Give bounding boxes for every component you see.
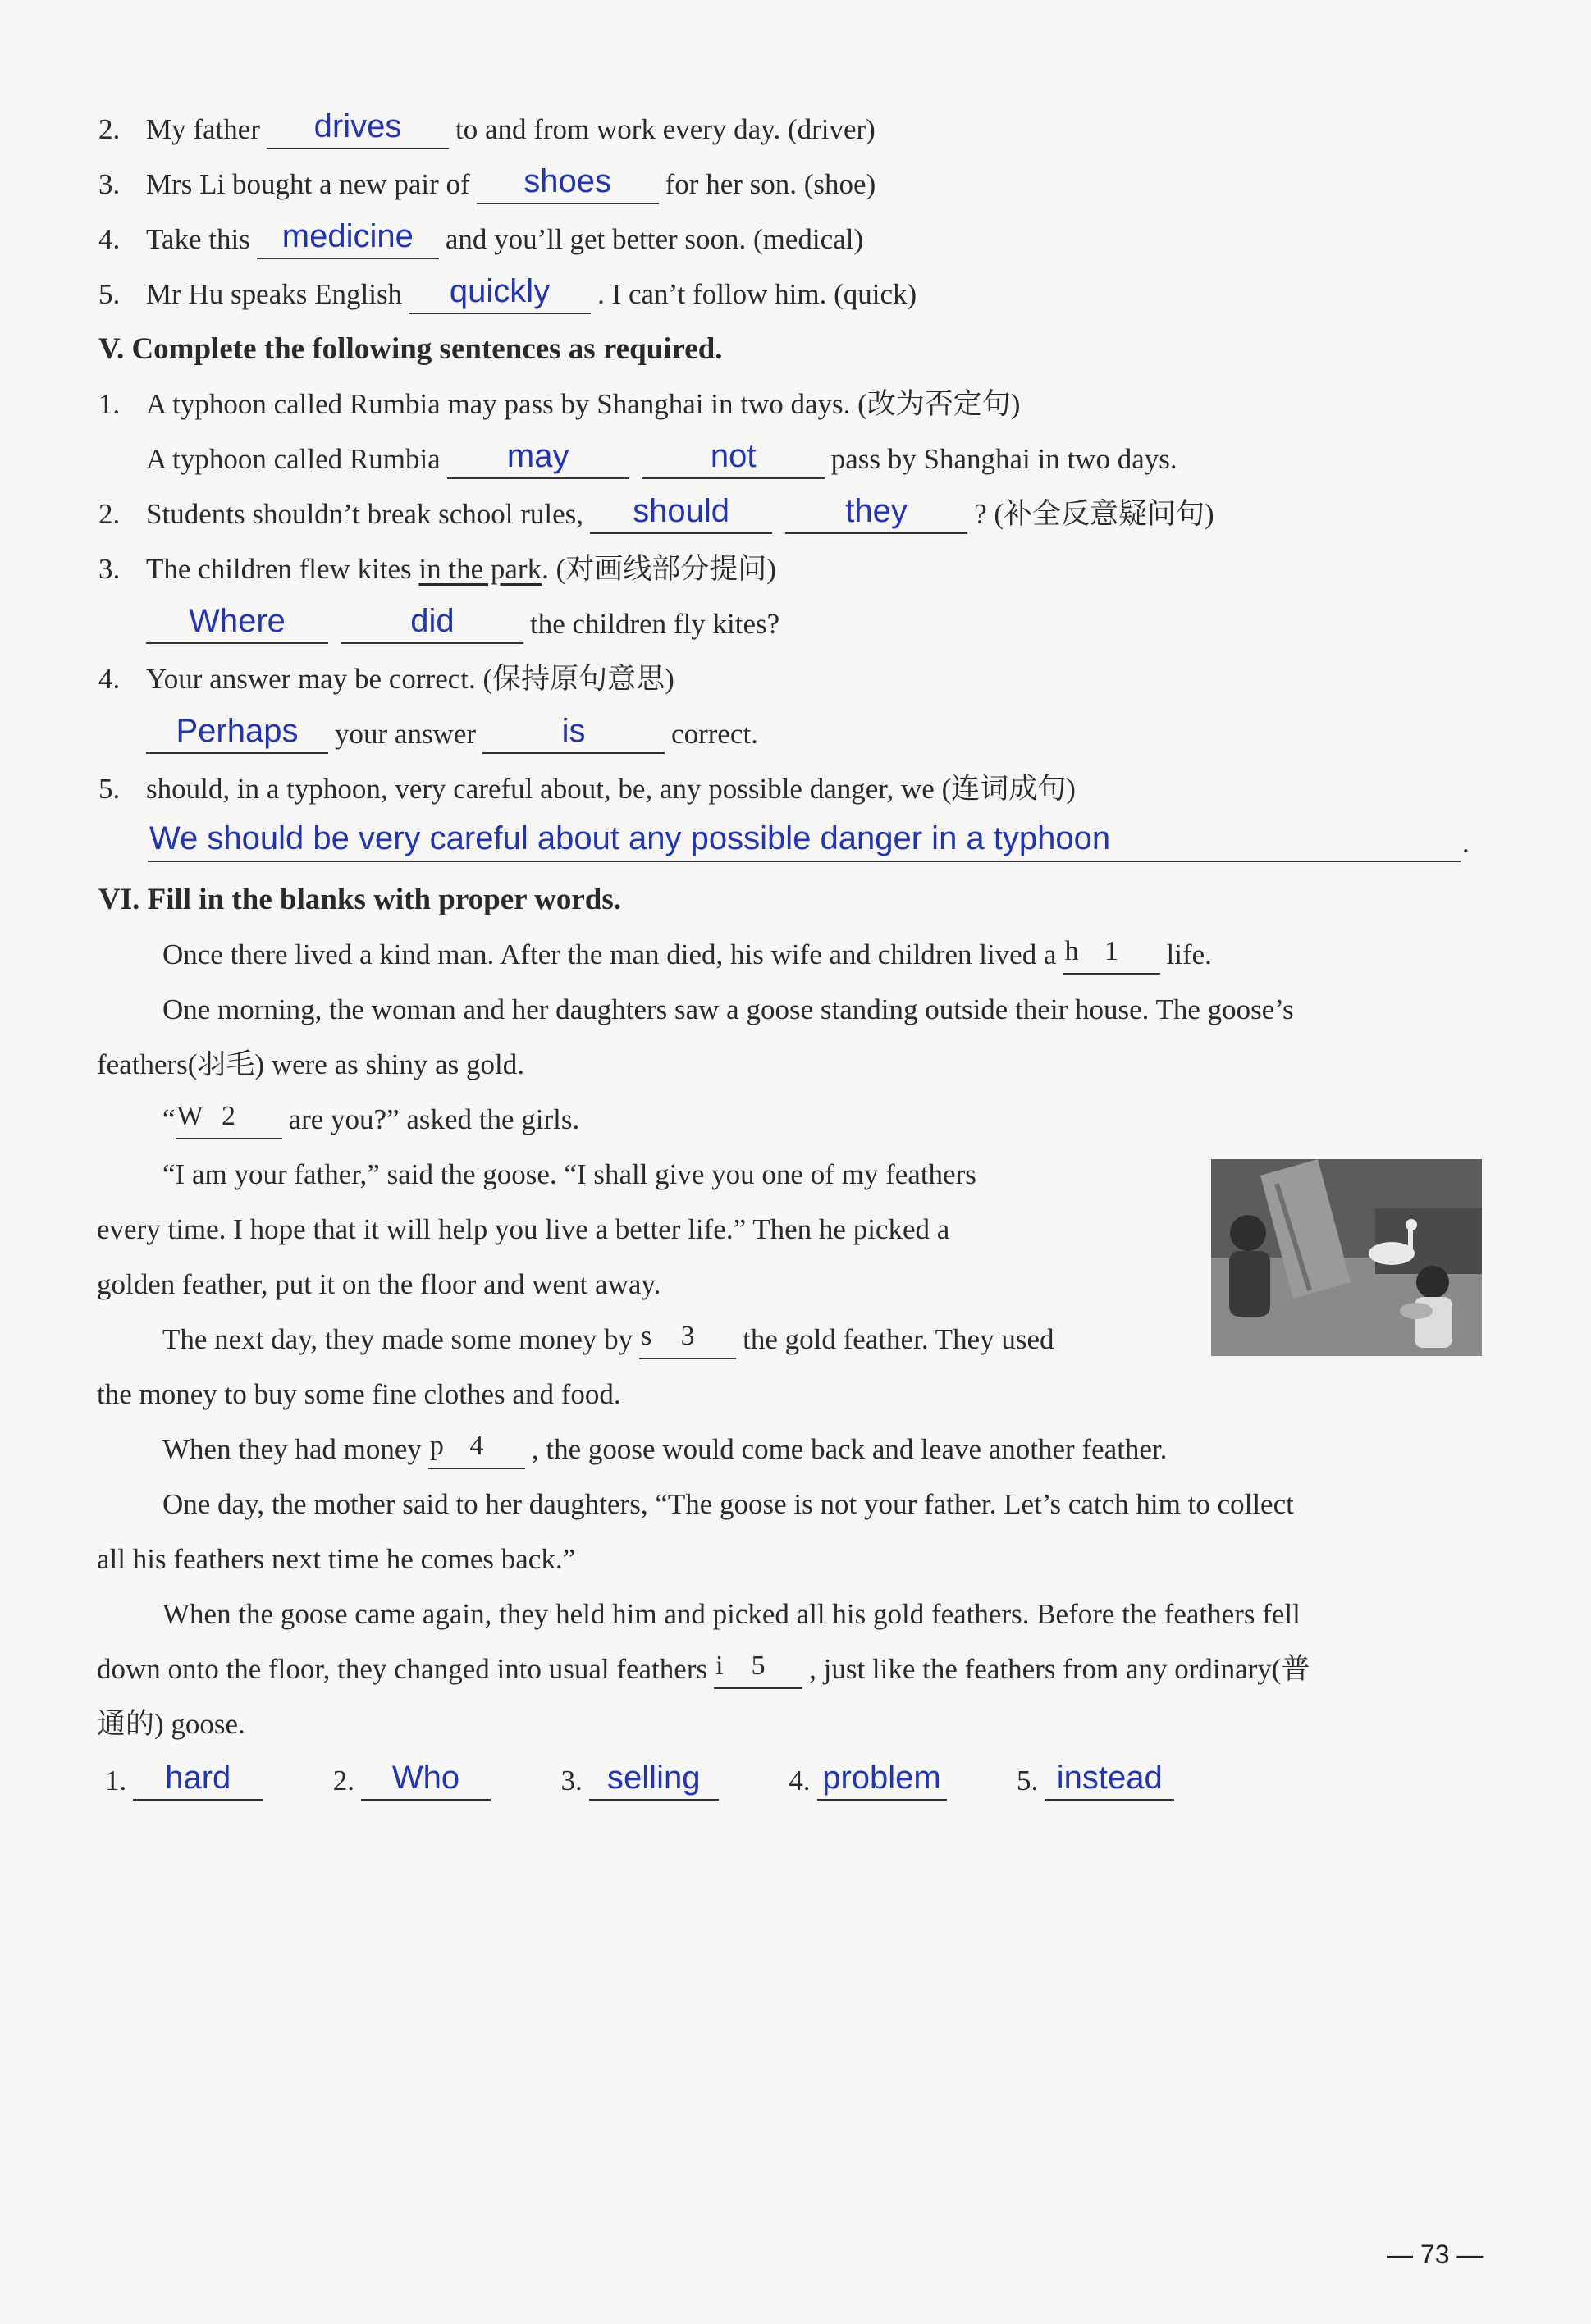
- answer-blank[interactable]: problem: [817, 1766, 947, 1801]
- vi-answers-row: 1. hard 2. Who 3. selling 4. problem 5. instead: [105, 1761, 1181, 1801]
- vi-para-8: When the goose came again, they held him and picked all his gold feathers. Before the feathers fell: [162, 1598, 1301, 1630]
- vi-para-2: One morning, the woman and her daughters saw a goose standing outside their house. The goose’s: [162, 993, 1294, 1025]
- v-q1-prompt: 1. A typhoon called Rumbia may pass by Shanghai in two days. (改为否定句): [98, 388, 1021, 420]
- v-q4-prompt: 4. Your answer may be correct. (保持原句意思): [98, 663, 674, 695]
- cloze-blank-5[interactable]: i 5: [714, 1655, 802, 1689]
- answer-blank[interactable]: did: [341, 610, 523, 644]
- vi-para-3: “ W 2 are you?” asked the girls.: [162, 1100, 579, 1139]
- vi-para-7-cont: all his feathers next time he comes back.”: [97, 1543, 576, 1575]
- vi-para-8-cont2: 通的) goose.: [97, 1708, 245, 1740]
- v-q5-period: .: [1462, 827, 1470, 859]
- v-q5-prompt: 5. should, in a typhoon, very careful about, be, any possible danger, we (连词成句): [98, 773, 1076, 805]
- vi-para-1: Once there lived a kind man. After the man died, his wife and children lived a h 1 life.: [162, 935, 1212, 975]
- answer-blank[interactable]: Who: [361, 1766, 491, 1801]
- answer-blank[interactable]: shoes: [477, 170, 659, 204]
- v-q5-answer-line[interactable]: [148, 859, 1461, 862]
- answer-blank[interactable]: may: [447, 445, 629, 479]
- vi-para-8-cont: down onto the floor, they changed into usual feathers i 5 , just like the feathers from any ordinary(普: [97, 1650, 1310, 1689]
- cloze-blank-1[interactable]: h 1: [1063, 940, 1160, 975]
- iv-item-5: 5. Mr Hu speaks English quickly . I can’t follow him. (quick): [98, 275, 917, 314]
- v-q4-answer-line: Perhaps your answer is correct.: [146, 715, 758, 754]
- section-v-heading: V. Complete the following sentences as required.: [98, 332, 723, 366]
- answer-blank[interactable]: should: [590, 500, 772, 534]
- answer-blank[interactable]: hard: [133, 1766, 263, 1801]
- vi-para-2-cont: feathers(羽毛) were as shiny as gold.: [97, 1048, 524, 1080]
- v-q2: 2. Students shouldn’t break school rules, should they ? (补全反意疑问句): [98, 495, 1214, 534]
- story-illustration: [1211, 1159, 1482, 1356]
- answer-blank[interactable]: they: [785, 500, 967, 534]
- answer-blank[interactable]: is: [482, 719, 665, 754]
- vi-para-4-cont: every time. I hope that it will help you live a better life.” Then he picked a: [97, 1213, 950, 1245]
- cloze-blank-2[interactable]: W 2: [176, 1105, 282, 1139]
- iv-item-3: 3. Mrs Li bought a new pair of shoes for her son. (shoe): [98, 165, 876, 204]
- v-q5-answer: We should be very careful about any possible danger in a typhoon: [149, 820, 1111, 856]
- vi-para-4-cont2: golden feather, put it on the floor and went away.: [97, 1268, 661, 1300]
- answer-blank[interactable]: Perhaps: [146, 719, 328, 754]
- cloze-blank-4[interactable]: p 4: [428, 1435, 525, 1469]
- answer-blank[interactable]: not: [642, 445, 825, 479]
- v-q3-answer-line: Where did the children fly kites?: [146, 605, 779, 644]
- answer-blank[interactable]: drives: [267, 115, 449, 149]
- iv-item-4: 4. Take this medicine and you’ll get better soon. (medical): [98, 220, 863, 259]
- answer-blank[interactable]: quickly: [409, 280, 591, 314]
- vi-para-7: One day, the mother said to her daughters, “The goose is not your father. Let’s catch him to collect: [162, 1488, 1294, 1520]
- cloze-blank-3[interactable]: s 3: [639, 1325, 736, 1359]
- answer-blank[interactable]: medicine: [257, 225, 439, 259]
- vi-para-6: When they had money p 4 , the goose would come back and leave another feather.: [162, 1430, 1167, 1469]
- iv-item-2: 2. My father drives to and from work every day. (driver): [98, 110, 876, 149]
- v-q1-answer-line: A typhoon called Rumbia may not pass by Shanghai in two days.: [146, 440, 1177, 479]
- answer-blank[interactable]: instead: [1045, 1766, 1174, 1801]
- vi-para-4: “I am your father,” said the goose. “I shall give you one of my feathers: [162, 1158, 976, 1190]
- vi-para-5-cont: the money to buy some fine clothes and food.: [97, 1378, 621, 1410]
- page-number: — 73 —: [1387, 2240, 1484, 2269]
- vi-para-5: The next day, they made some money by s 3 the gold feather. They used: [162, 1320, 1054, 1359]
- section-vi-heading: VI. Fill in the blanks with proper words.: [98, 883, 622, 916]
- goose-family-illustration-icon: [1211, 1159, 1482, 1356]
- v-q3-prompt: 3. The children flew kites in the park. (对画线部分提问): [98, 553, 776, 585]
- answer-blank[interactable]: selling: [589, 1766, 719, 1801]
- answer-blank[interactable]: Where: [146, 610, 328, 644]
